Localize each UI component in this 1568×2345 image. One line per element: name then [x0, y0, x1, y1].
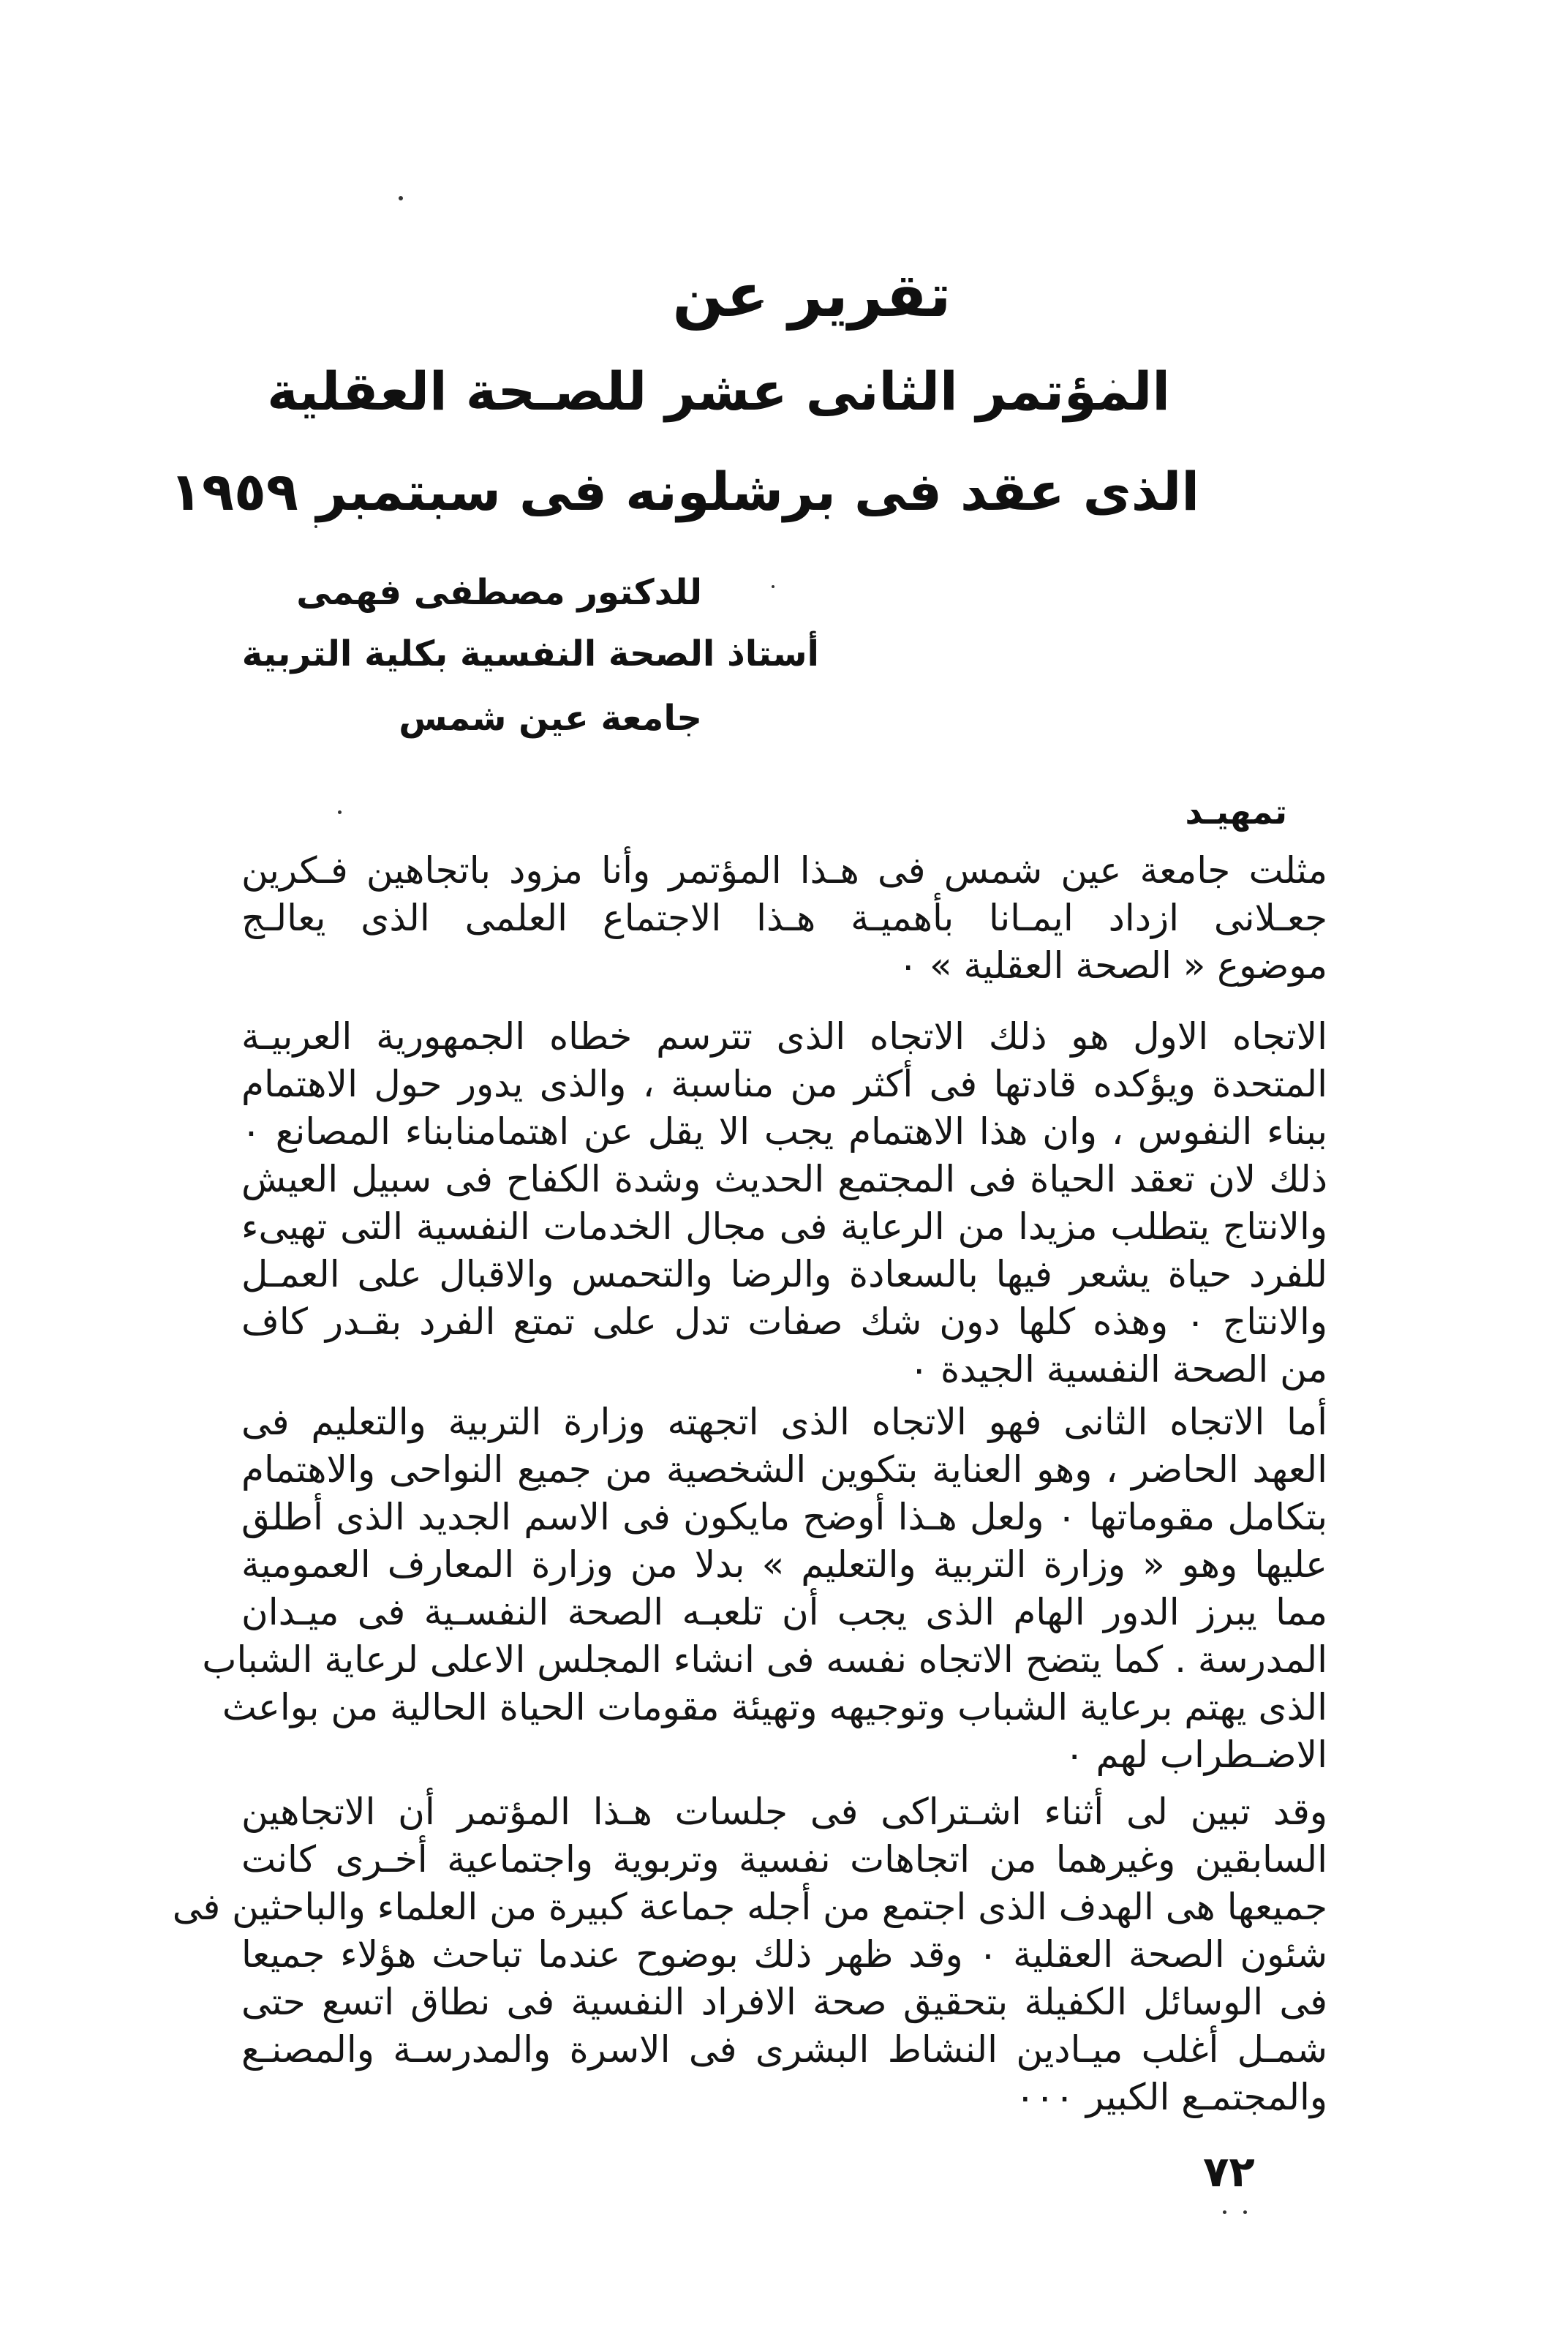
paragraph-line: للفرد حياة يشعر فيها بالسعادة والرضا والتحمس والاقبال على العمـل	[241, 1253, 1327, 1295]
paragraph-2	[241, 1013, 1327, 1393]
paragraph-line: من الصحة النفسية الجيدة ٠	[909, 1348, 1327, 1390]
page-number: ٧٢	[1203, 2147, 1255, 2197]
author-position: أستاذ الصحة النفسية بكلية التربية	[241, 633, 819, 674]
paragraph-line: جميعها هى الهدف الذى اجتمع من أجله جماعة كبيرة من العلماء والباحثين فى	[172, 1886, 1327, 1928]
paragraph-3	[202, 1399, 1327, 1779]
title-line-1: تقرير عن	[672, 261, 951, 331]
paragraph-1	[241, 847, 1327, 990]
paragraph-line: العهد الحاضر ، وهو العناية بتكوين الشخصية من جميع النواحى والاهتمام	[241, 1448, 1327, 1491]
scan-speck	[338, 810, 342, 814]
scan-speck	[772, 585, 774, 588]
author-name: للدكتور مصطفى فهمى	[296, 572, 702, 613]
paragraph-line: مما يبرز الدور الهام الذى يجب أن تلعبـه الصحة النفسـية فى ميـدان	[241, 1591, 1327, 1633]
paragraph-line: شئون الصحة العقلية ٠ وقد ظهر ذلك بوضوح عندما تباحث هؤلاء جميعا	[241, 1933, 1327, 1976]
paragraph-line: جعـلانى ازداد ايمـانا بأهميـة هـذا الاجتماع العلمى الذى يعالـج	[241, 897, 1327, 939]
paragraph-line: المدرسة . كما يتضح الاتجاه نفسه فى انشاء المجلس الاعلى لرعاية الشباب	[202, 1638, 1327, 1681]
author-university: جامعة عين شمس	[399, 698, 702, 739]
paragraph-line: الذى يهتم برعاية الشباب وتوجيهه وتهيئة مقومات الحياة الحالية من بواعث	[222, 1686, 1327, 1728]
paragraph-line: فى الوسائل الكفيلة بتحقيق صحة الافراد النفسية فى نطاق اتسع حتى	[241, 1981, 1327, 2023]
paragraph-line: والانتاج يتطلب مزيدا من الرعاية فى مجال الخدمات النفسية التى تهيىء	[241, 1205, 1327, 1248]
paragraph-line: والانتاج ٠ وهذه كلها دون شك صفات تدل على تمتع الفرد بقـدر كاف	[241, 1301, 1327, 1343]
paragraph-line: والمجتمـع الكبير ٠٠٠	[1015, 2076, 1327, 2118]
paragraph-line: عليها وهو « وزارة التربية والتعليم » بدلا من وزارة المعارف العمومية	[241, 1543, 1327, 1586]
scan-speck	[1243, 2210, 1247, 2214]
paragraph-line: مثلت جامعة عين شمس فى هـذا المؤتمر وأنا مزود باتجاهين فـكرين	[241, 849, 1327, 892]
paragraph-line: وقد تبين لى أثناء اشـتراكى فى جلسات هـذا المؤتمر أن الاتجاهين	[241, 1791, 1327, 1833]
paragraph-line: السابقين وغيرهما من اتجاهات نفسية وتربوية واجتماعية أخـرى كانت	[241, 1838, 1327, 1881]
title-line-2: المؤتمر الثانى عشر للصـحة العقلية	[267, 361, 1170, 422]
section-heading: تمهيـد	[1185, 792, 1287, 832]
paragraph-line: أما الاتجاه الثانى فهو الاتجاه الذى اتجهته وزارة التربية والتعليم فى	[241, 1401, 1327, 1443]
paragraph-line: المتحدة ويؤكده قادتها فى أكثر من مناسبة ، والذى يدور حول الاهتمام	[241, 1063, 1327, 1105]
paragraph-line: الاضـطراب لهم ٠	[1064, 1734, 1327, 1776]
paragraph-line: موضوع « الصحة العقلية » ٠	[898, 944, 1327, 987]
paragraph-line: ببناء النفوس ، وان هذا الاهتمام يجب الا يقل عن اهتمامنابناء المصانع ٠	[241, 1110, 1327, 1153]
paragraph-4	[172, 1788, 1327, 2121]
title-line-3: الذى عقد فى برشلونه فى سبتمبر ١٩٥٩	[170, 461, 1199, 522]
paragraph-line: الاتجاه الاول هو ذلك الاتجاه الذى تترسم خطاه الجمهورية العربيـة	[241, 1015, 1327, 1058]
scan-speck	[399, 196, 403, 200]
paragraph-line: ذلك لان تعقد الحياة فى المجتمع الحديث وشدة الكفاح فى سبيل العيش	[241, 1158, 1327, 1200]
paragraph-line: بتكامل مقوماتها ٠ ولعل هـذا أوضح مايكون فى الاسم الجديد الذى أطلق	[241, 1496, 1327, 1538]
scan-speck	[1223, 2210, 1226, 2214]
paragraph-line: شمـل أغلب ميـادين النشاط البشرى فى الاسرة والمدرسـة والمصنـع	[241, 2028, 1327, 2071]
